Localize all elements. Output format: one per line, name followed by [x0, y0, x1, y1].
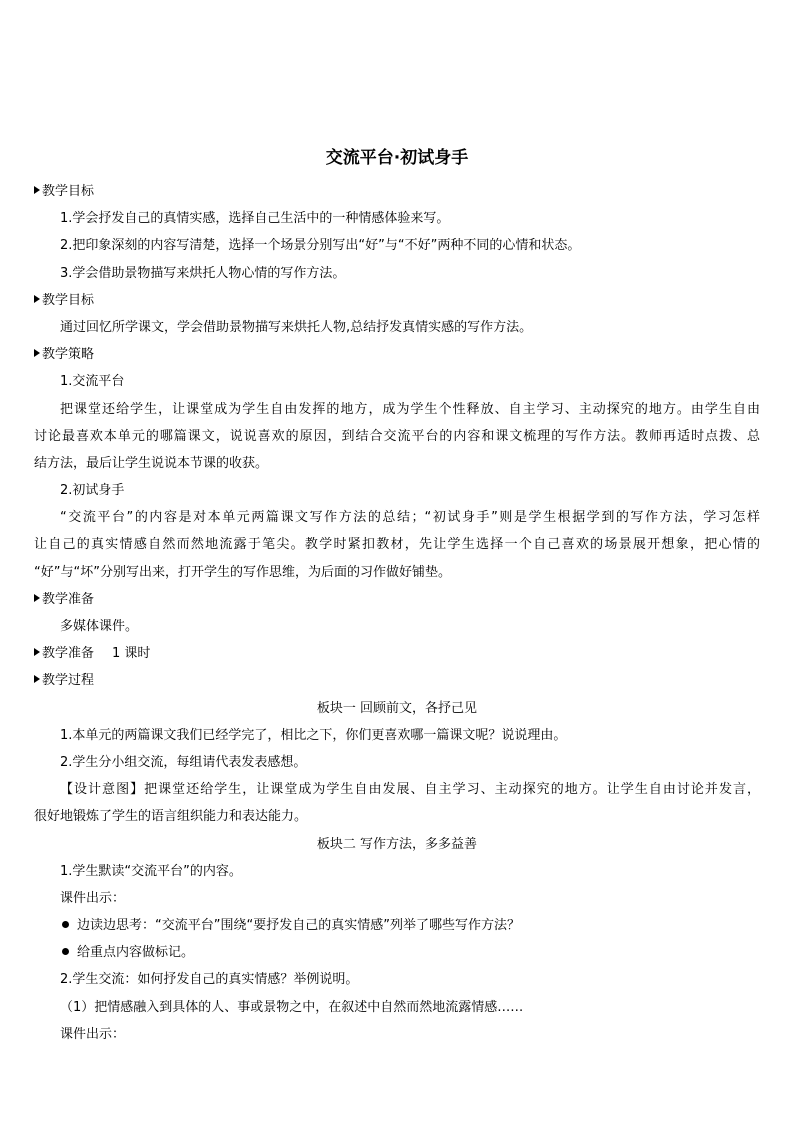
subheading: 1.交流平台	[60, 374, 125, 390]
section-heading: 教学准备	[0, 586, 794, 613]
paragraph: 多媒体课件。	[60, 619, 139, 634]
objective-item: 2.把印象深刻的内容写清楚，选择一个场景分别写出“好”与“不好”两种不同的心情和状态。	[60, 238, 581, 254]
bullet-item: 给重点内容做标记。	[0, 939, 794, 966]
triangle-bullet-icon	[34, 648, 40, 656]
bullet-item: 边读边思考：“交流平台”围绕“要抒发自己的真实情感”列举了哪些写作方法？	[0, 912, 794, 939]
document-body	[0, 178, 794, 1048]
design-intent-line: 【设计意图】把课堂还给学生，让课堂成为学生自由发展、自主学习、主动探究的地方。让学生自由讨论并发言，	[60, 782, 760, 798]
process-item: 2.学生分小组交流，每组请代表发表感想。	[60, 754, 307, 770]
objective-item: 1.学会抒发自己的真情实感，选择自己生活中的一种情感体验来写。	[60, 211, 450, 227]
bullet-dot-icon	[62, 921, 69, 928]
process-item: 2.学生交流：如何抒发自己的真实情感？举例说明。	[60, 972, 359, 988]
process-subitem: （1）把情感融入到具体的人、事或景物之中，在叙述中自然而然地流露情感……	[60, 999, 524, 1015]
paragraph-line: “好”与“坏”分别写出来，打开学生的写作思维，为后面的习作做好铺垫。	[34, 564, 451, 580]
bullet-dot-icon	[62, 948, 69, 955]
block-title: 板块二 写作方法，多多益善	[316, 836, 478, 852]
section-heading: 教学过程	[0, 667, 794, 694]
block-title: 板块一 回顾前文，各抒己见	[316, 700, 478, 716]
triangle-bullet-icon	[34, 675, 40, 683]
courseware-label: 课件出示：	[60, 1026, 126, 1042]
triangle-bullet-icon	[34, 594, 40, 602]
paragraph-line: 结方法，最后让学生说说本节课的收获。	[34, 455, 269, 471]
section-heading: 教学目标	[0, 178, 794, 205]
lesson-count: 1 课时	[112, 646, 151, 662]
objective-item: 3.学会借助景物描写来烘托人物心情的写作方法。	[60, 265, 346, 281]
paragraph: 通过回忆所学课文，学会借助景物描写来烘托人物,总结抒发真情实感的写作方法。	[60, 319, 533, 335]
courseware-label: 课件出示：	[60, 890, 126, 906]
paragraph-line: “交流平台”的内容是对本单元两篇课文写作方法的总结；“初试身手”则是学生根据学到的写作方法，学习怎样	[60, 510, 760, 526]
document-title: 交流平台·初试身手	[325, 148, 469, 168]
paragraph-line: 讨论最喜欢本单元的哪篇课文，说说喜欢的原因，到结合交流平台的内容和课文梳理的写作方法。教师再适时点拨、总	[34, 428, 760, 444]
paragraph-line: 把课堂还给学生，让课堂成为学生自由发挥的地方，成为学生个性释放、自主学习、主动探究的地方。由学生自由	[60, 401, 760, 417]
subheading: 2.初试身手	[60, 483, 125, 499]
section-heading: 教学准备 1 课时	[0, 640, 794, 667]
process-item: 1.本单元的两篇课文我们已经学完了，相比之下，你们更喜欢哪一篇课文呢？说说理由。	[60, 727, 567, 743]
triangle-bullet-icon	[34, 349, 40, 357]
triangle-bullet-icon	[34, 295, 40, 303]
process-item: 1.学生默读“交流平台”的内容。	[60, 863, 242, 879]
section-heading: 教学策略	[0, 341, 794, 368]
paragraph-line: 让自己的真实情感自然而然地流露于笔尖。教学时紧扣教材，先让学生选择一个自己喜欢的场景展开想象，把心情的	[34, 537, 760, 553]
design-intent-line: 很好地锻炼了学生的语言组织能力和表达能力。	[34, 809, 308, 825]
section-heading: 教学目标	[0, 287, 794, 314]
triangle-bullet-icon	[34, 186, 40, 194]
